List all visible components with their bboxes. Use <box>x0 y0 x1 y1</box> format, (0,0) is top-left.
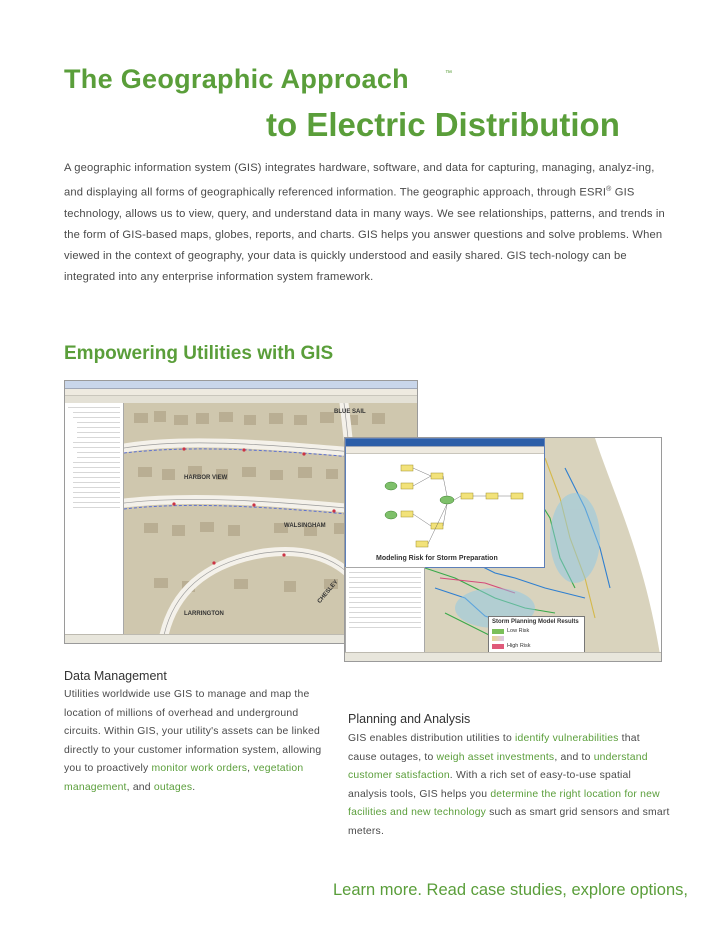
map-label-chesley: CHESLEY <box>316 579 340 605</box>
link-determine-right-location[interactable]: determine the right location for new facilities and new technology <box>348 788 660 819</box>
toolbox-panel <box>345 567 425 655</box>
title-line-2: to Electric Distribution <box>266 106 620 143</box>
legend-high-label: High Risk <box>507 643 531 649</box>
link-vegetation-management[interactable]: vegetation management <box>64 763 304 793</box>
pa-text-4: . With a rich set of easy-to-use spatial analysis tools, GIS helps you <box>348 770 632 800</box>
footer-call-to-action[interactable]: Learn more. Read case studies, explore options, <box>333 881 688 899</box>
map-label-blue-sail: BLUE SAIL <box>334 409 366 415</box>
planning-analysis-text <box>348 730 670 842</box>
pa-text-5: such as smart grid sensors and smart meters. <box>348 807 670 837</box>
link-monitor-work-orders[interactable]: monitor work orders <box>151 763 248 775</box>
pa-text-1: GIS enables distribution utilities to <box>348 733 516 744</box>
window-titlebar <box>65 381 417 389</box>
link-identify-vulnerabilities[interactable]: identify vulnerabilities <box>515 733 619 744</box>
model-title: Modeling Risk for Storm Preparation <box>376 555 498 562</box>
map-label-larrington: LARRINGTON <box>184 611 224 617</box>
legend-high-swatch <box>492 644 504 649</box>
data-management-text <box>64 686 334 798</box>
legend-low-swatch <box>492 629 504 634</box>
trademark-symbol: ™ <box>445 70 452 77</box>
intro-text-1: A geographic information system (GIS) integrates hardware, software, and data for capturing, managing, analyz-ing, and displaying all forms of geographically referenced information. The geographic approach, through ESRI <box>64 162 655 199</box>
planning-analysis-heading: Planning and Analysis <box>348 712 471 726</box>
map-label-walsingham: WALSINGHAM <box>284 523 326 529</box>
link-outages[interactable]: outages <box>153 781 193 793</box>
legend-mid-risk <box>489 635 584 642</box>
table-of-contents-panel <box>65 403 124 635</box>
data-management-heading: Data Management <box>64 669 167 683</box>
dm-text-2: , <box>247 763 254 775</box>
legend-low-label: Low Risk <box>507 628 530 634</box>
title-line-1: The Geographic Approach <box>64 64 409 94</box>
legend-title: Storm Planning Model Results <box>492 619 579 625</box>
dm-text-1: Utilities worldwide use GIS to manage and map the location of millions of overhead and underground circuits. Within GIS, your utility's assets can be linked directly to your customer information system, allowing you to proactively <box>64 689 322 775</box>
dm-text-3: , and <box>126 781 154 793</box>
legend-mid-swatch <box>492 636 504 641</box>
status-bar-2 <box>345 652 661 661</box>
model-diagram <box>346 453 544 563</box>
intro-paragraph <box>64 158 670 288</box>
link-weigh-asset-investments[interactable]: weigh asset investments <box>436 751 555 763</box>
intro-text-2: GIS technology, allows us to view, query, and understand data in many ways. We see relationships, patterns, and trends in the form of GIS-based maps, globes, reports, and charts. GIS helps you answer questions and solve problems. When viewed in the context of geography, your data is quickly understood and easily shared. GIS tech-nology can be integrated into any enterprise information system framework. <box>64 186 665 283</box>
screenshot-storm-risk-model <box>344 437 662 662</box>
legend-low-risk <box>489 627 584 635</box>
map-label-harbor-view: HARBOR VIEW <box>184 475 228 481</box>
pa-text-2: that cause outages, to <box>348 733 640 763</box>
model-builder-window <box>345 438 545 568</box>
menu-bar <box>65 389 417 396</box>
link-understand-customer-satisfaction[interactable]: understand customer satisfaction <box>348 751 648 782</box>
registered-mark: ® <box>606 186 612 193</box>
pa-text-3: , and to <box>554 751 594 763</box>
legend-high-risk <box>489 642 584 650</box>
section-heading: Empowering Utilities with GIS <box>64 343 334 364</box>
model-window-titlebar <box>346 439 544 447</box>
dm-text-4: . <box>192 781 196 793</box>
